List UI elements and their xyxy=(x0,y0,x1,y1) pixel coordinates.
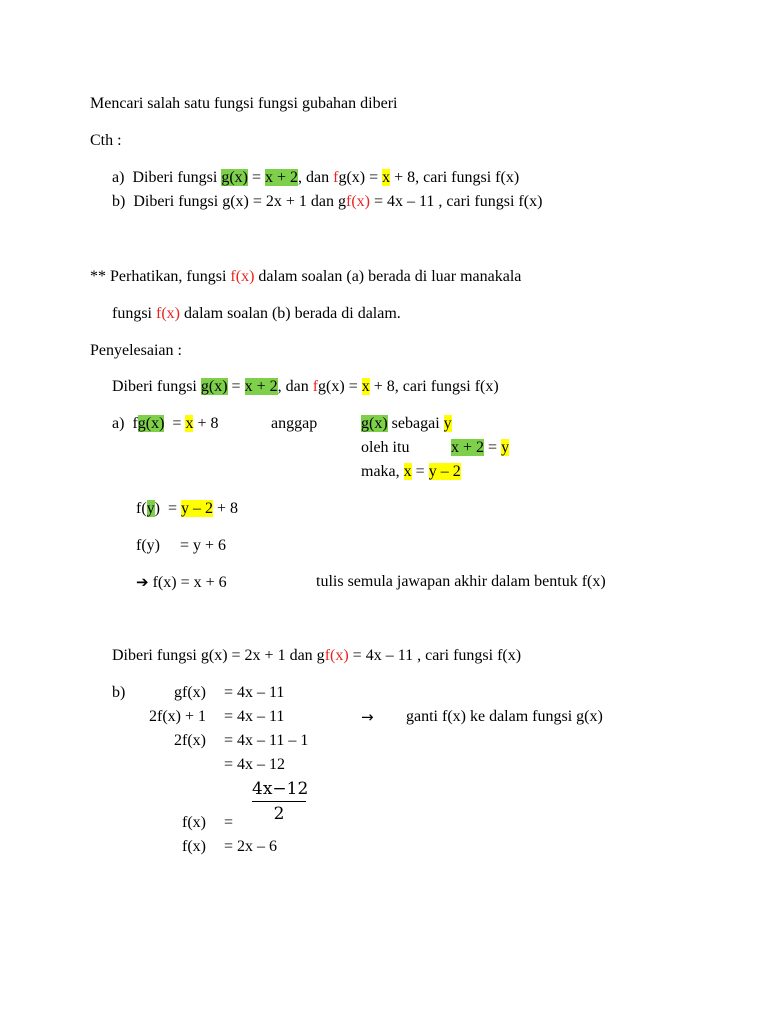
anggap-label: anggap xyxy=(271,415,318,432)
fraction-denominator: 2 xyxy=(273,804,285,824)
highlight-x: x xyxy=(403,463,412,480)
assume-line-2-label: oleh itu xyxy=(361,439,410,456)
highlight-y-minus-2: y – 2 xyxy=(428,463,461,480)
question-b-label: b) xyxy=(112,193,126,210)
question-a-label: a) xyxy=(112,169,125,186)
red-fx: f(x) xyxy=(230,268,255,285)
red-f: f xyxy=(333,169,339,186)
note-line-2: fungsi f(x) dalam soalan (b) berada di dalam. xyxy=(112,305,401,322)
example-label: Cth : xyxy=(90,132,122,149)
highlight-y: y xyxy=(146,500,155,517)
b-arrow xyxy=(361,707,374,728)
step-2-lhs: f(y) xyxy=(136,537,160,554)
highlight-x-plus-2: x + 2 xyxy=(265,169,299,186)
b-line-2-note: ganti f(x) ke dalam fungsi g(x) xyxy=(406,708,603,725)
question-a: a) Diberi fungsi g(x) = x + 2, dan fg(x) = x + 8, cari fungsi f(x) xyxy=(112,169,520,186)
step-3: ➔ f(x) = x + 6 xyxy=(136,573,227,591)
highlight-y: y xyxy=(443,415,452,432)
right-arrow-icon: → xyxy=(361,708,374,726)
highlight-gx: g(x) xyxy=(200,378,228,395)
b-line-5-lhs: f(x) xyxy=(182,814,206,831)
note-line-1: ** Perhatikan, fungsi f(x) dalam soalan (a) berada di luar manakala xyxy=(90,268,522,285)
highlight-y: y xyxy=(501,439,510,456)
highlight-y-minus-2: y – 2 xyxy=(181,500,214,517)
red-fx: f(x) xyxy=(346,193,370,210)
b-line-3-rhs: = 4x – 11 – 1 xyxy=(224,732,309,749)
fraction-numerator: 4x−12 xyxy=(252,778,306,802)
highlight-x: x xyxy=(382,169,391,186)
red-fx: f(x) xyxy=(324,647,349,664)
assume-line-3: maka, x = y – 2 xyxy=(361,463,461,480)
b-line-2-lhs: 2f(x) + 1 xyxy=(148,708,206,725)
b-line-6-lhs: f(x) xyxy=(182,838,206,855)
right-arrow-icon: ➔ xyxy=(136,573,149,591)
solution-b-restate: Diberi fungsi g(x) = 2x + 1 dan gf(x) = 4x – 11 , cari fungsi f(x) xyxy=(112,647,522,664)
solution-a-restate: Diberi fungsi g(x) = x + 2, dan fg(x) = x + 8, cari fungsi f(x) xyxy=(112,378,499,395)
highlight-x-plus-2: x + 2 xyxy=(244,378,278,395)
b-line-5-rhs: = xyxy=(224,814,234,831)
highlight-x: x xyxy=(185,415,194,432)
step-1: f(y) = y – 2 + 8 xyxy=(136,500,239,517)
question-b: b) Diberi fungsi g(x) = 2x + 1 dan gf(x) = 4x – 11 , cari fungsi f(x) xyxy=(112,193,543,210)
b-line-6-rhs: = 2x – 6 xyxy=(224,838,278,855)
highlight-gx: g(x) xyxy=(137,415,165,432)
highlight-x: x xyxy=(361,378,370,395)
step-2-rhs: = y + 6 xyxy=(180,537,227,554)
assume-line-1: g(x) sebagai y xyxy=(361,415,452,432)
solution-a-line-1: a) fg(x) = x + 8 xyxy=(112,415,219,432)
step-3-note: tulis semula jawapan akhir dalam bentuk f(x) xyxy=(316,573,606,590)
solution-heading: Penyelesaian : xyxy=(90,342,182,359)
solution-b-label: b) xyxy=(112,684,126,701)
document-title: Mencari salah satu fungsi fungsi gubahan diberi xyxy=(90,95,398,112)
b-line-1-lhs: gf(x) xyxy=(174,684,206,701)
red-f: f xyxy=(312,378,319,395)
highlight-x-plus-2: x + 2 xyxy=(451,439,485,456)
b-line-2-rhs: = 4x – 11 xyxy=(224,708,285,725)
b-line-3-lhs: 2f(x) xyxy=(174,732,206,749)
red-fx: f(x) xyxy=(156,305,180,322)
b-line-1-rhs: = 4x – 11 xyxy=(224,684,285,701)
assume-line-2-eq: x + 2 = y xyxy=(451,439,510,456)
highlight-gx: g(x) xyxy=(361,415,388,432)
highlight-gx: g(x) xyxy=(221,169,248,186)
b-line-4-rhs: = 4x – 12 xyxy=(224,756,286,773)
fraction xyxy=(252,778,309,826)
